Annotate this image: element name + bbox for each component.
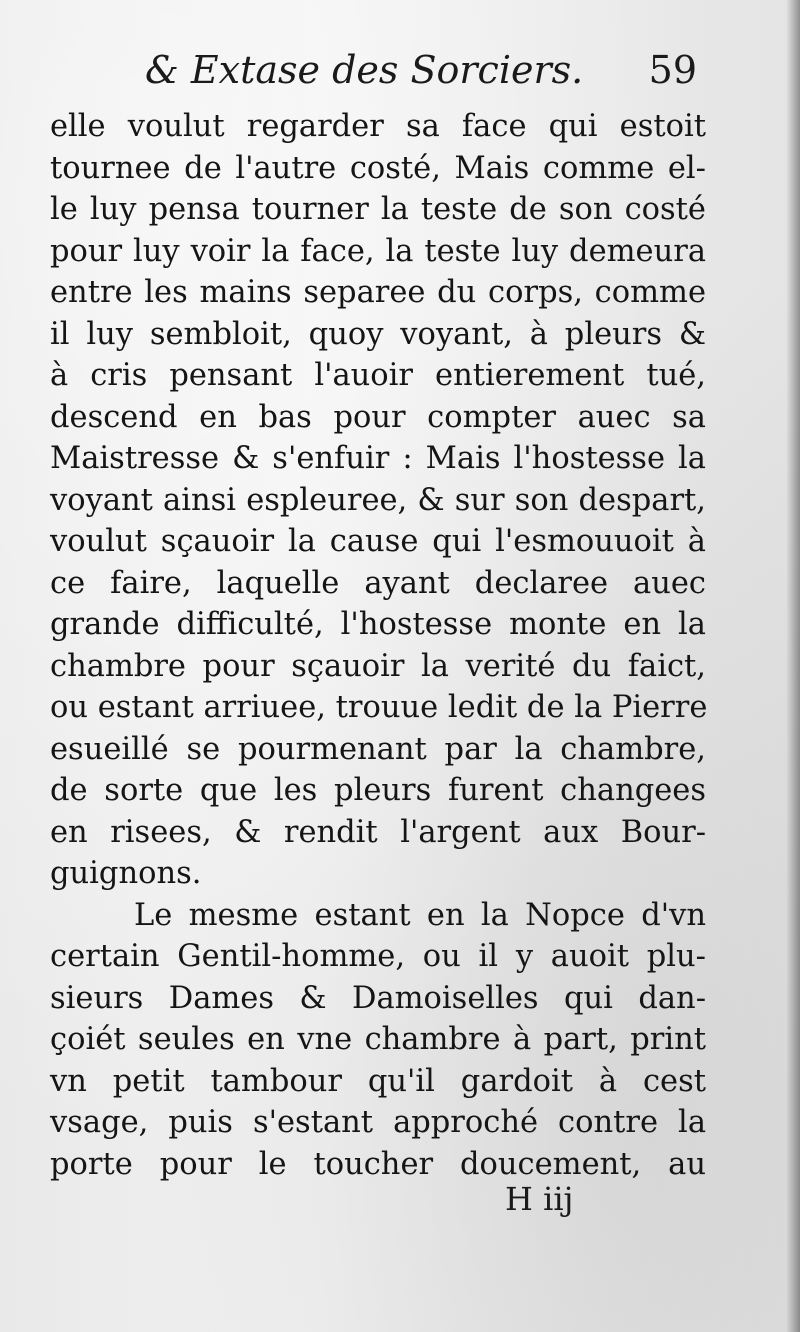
text-line: çoiét seules en vne chambre à part, print	[50, 1022, 706, 1057]
page-number: 59	[648, 48, 697, 92]
paragraph-start-line: Le mesme estant en la Nopce d'vn	[134, 897, 706, 933]
text-line: à cris pensant l'auoir entierement tué,	[50, 358, 706, 393]
text-line: porte pour le toucher doucement, au	[50, 1146, 706, 1182]
text-line: le luy pensa tourner la teste de son costé	[50, 192, 706, 227]
text-line: ou estant arriuee, trouue ledit de la Pierre	[50, 690, 708, 725]
text-line: entre les mains separee du corps, comme	[50, 275, 706, 310]
text-line: chambre pour sçauoir la verité du faict,	[50, 648, 706, 684]
body-text	[50, 106, 706, 1185]
text-line: sieurs Dames & Damoiselles qui dan-	[50, 980, 706, 1016]
text-line: de sorte que les pleurs furent changees	[50, 773, 706, 808]
text-line: tournee de l'autre costé, Mais comme el-	[50, 150, 706, 186]
text-line: pour luy voir la face, la teste luy demeura	[50, 233, 706, 269]
paragraph-end-line: guignons.	[50, 856, 202, 891]
text-line: descend en bas pour compter auec sa	[50, 399, 706, 435]
running-title: & Extase des Sorciers.	[145, 48, 584, 92]
signature-mark: H iij	[505, 1180, 574, 1218]
page-edge-shadow	[786, 0, 800, 1332]
text-line: en risees, & rendit l'argent aux Bour-	[50, 814, 706, 850]
text-line: elle voulut regarder sa face qui estoit	[50, 109, 706, 144]
text-line: vn petit tambour qu'il gardoit à cest	[50, 1063, 706, 1099]
text-line: voyant ainsi espleuree, & sur son despart,	[50, 482, 706, 518]
text-line: voulut sçauoir la cause qui l'esmouuoit à	[50, 524, 706, 559]
text-line: vsage, puis s'estant approché contre la	[50, 1105, 706, 1140]
text-line: Maistresse & s'enfuir : Mais l'hostesse la	[50, 441, 706, 476]
text-line: ce faire, laquelle ayant declaree auec	[50, 565, 706, 601]
text-line: certain Gentil-homme, ou il y auoit plu-	[50, 939, 706, 974]
running-header	[145, 48, 705, 106]
text-line: grande difficulté, l'hostesse monte en la	[50, 607, 706, 642]
text-line: il luy sembloit, quoy voyant, à pleurs &	[50, 316, 706, 352]
text-line: esueillé se pourmenant par la chambre,	[50, 731, 706, 767]
